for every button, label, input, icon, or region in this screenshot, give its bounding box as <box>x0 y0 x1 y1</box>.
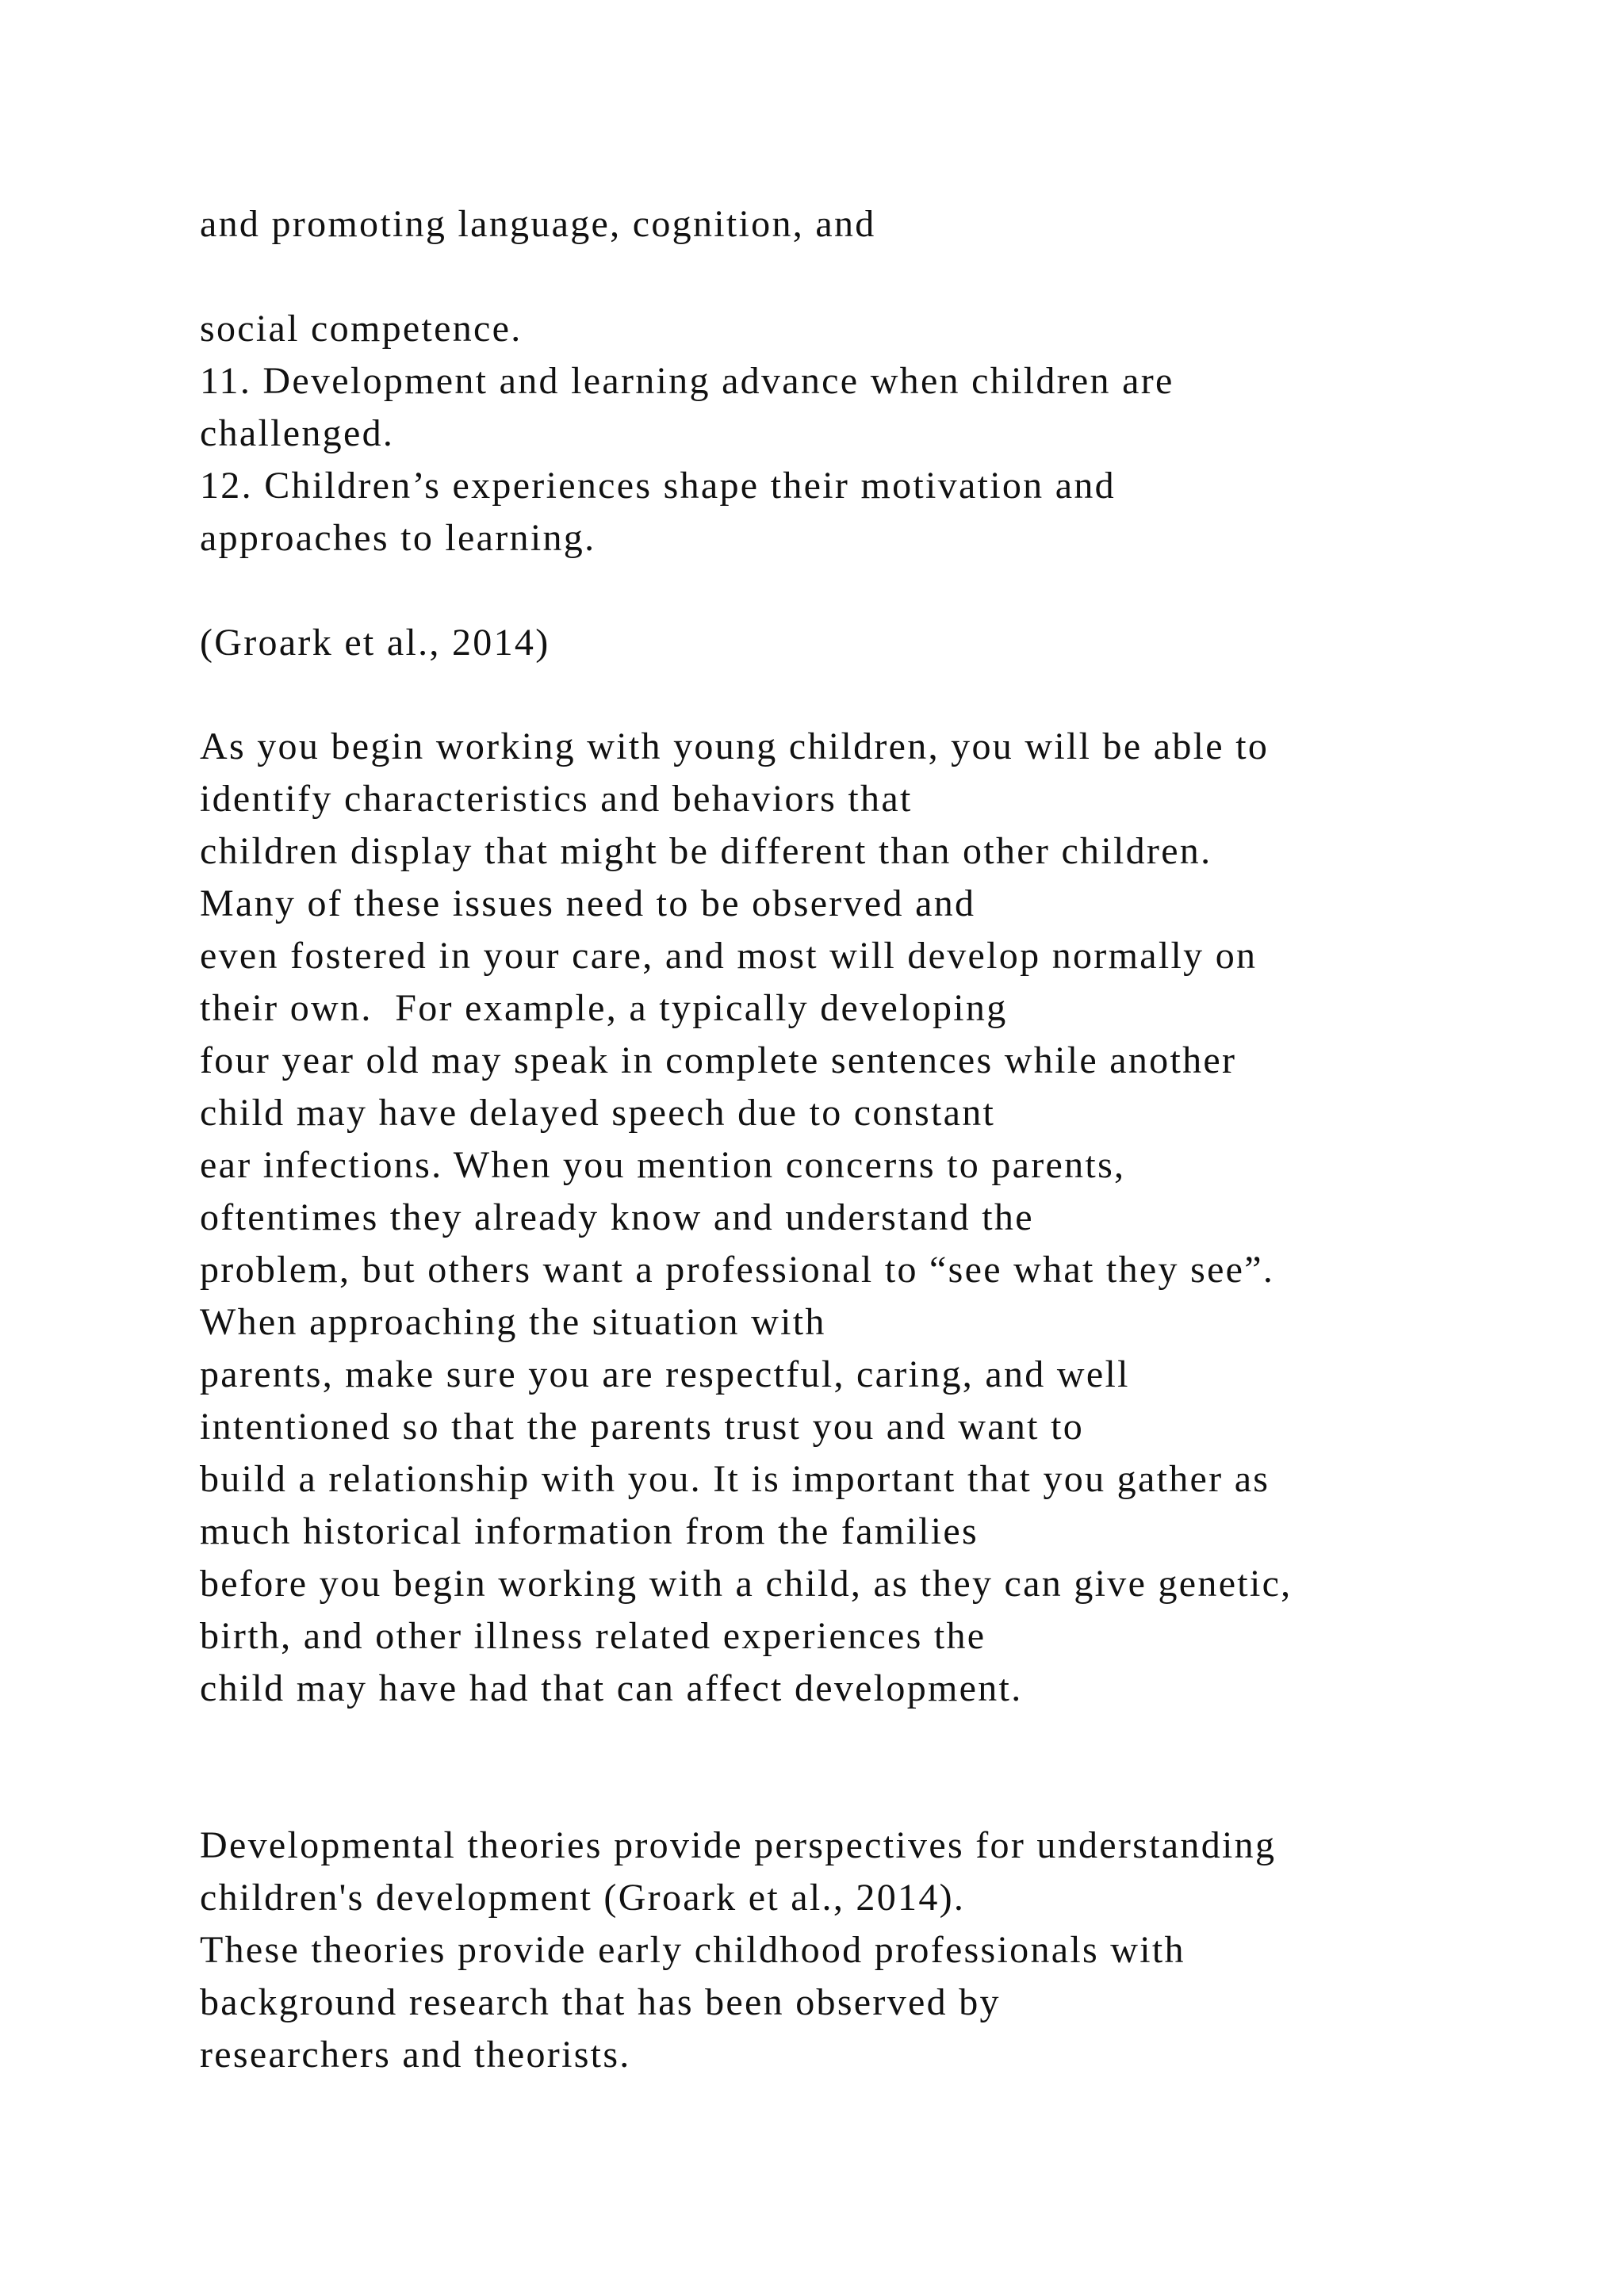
text-line: approaches to learning. <box>200 517 596 559</box>
text-line: child may have had that can affect development. <box>200 1667 1023 1709</box>
text-line: background research that has been observed by <box>200 1981 1001 2023</box>
text-line: children's development (Groark et al., 2014). <box>200 1877 966 1919</box>
text-line: 11. Development and learning advance when children are <box>200 360 1174 402</box>
text-line: problem, but others want a professional to “see what they see”. <box>200 1249 1275 1291</box>
text-line: four year old may speak in complete sentences while another <box>200 1039 1237 1081</box>
text-line: parents, make sure you are respectful, caring, and well <box>200 1353 1130 1395</box>
text-line: Many of these issues need to be observed and <box>200 882 976 924</box>
text-line: 12. Children’s experiences shape their motivation and <box>200 465 1116 507</box>
text-line: their own. For example, a typically developing <box>200 987 1008 1029</box>
text-line: oftentimes they already know and understand the <box>200 1196 1034 1238</box>
text-line: social competence. <box>200 308 523 350</box>
text-line: ear infections. When you mention concerns to parents, <box>200 1144 1126 1186</box>
text-line: child may have delayed speech due to constant <box>200 1092 996 1134</box>
text-line: and promoting language, cognition, and <box>200 203 876 245</box>
text-line: identify characteristics and behaviors that <box>200 778 913 820</box>
text-line: researchers and theorists. <box>200 2034 631 2076</box>
citation: (Groark et al., 2014) <box>200 622 550 664</box>
text-line: before you begin working with a child, as they can give genetic, <box>200 1563 1293 1605</box>
text-line: much historical information from the families <box>200 1510 979 1552</box>
text-line: challenged. <box>200 412 395 454</box>
text-line: even fostered in your care, and most will develop normally on <box>200 935 1258 977</box>
text-line: build a relationship with you. It is important that you gather as <box>200 1458 1270 1500</box>
text-line: children display that might be different than other children. <box>200 830 1212 872</box>
text-line: Developmental theories provide perspectives for understanding <box>200 1824 1277 1866</box>
text-line: These theories provide early childhood professionals with <box>200 1929 1185 1971</box>
text-line: When approaching the situation with <box>200 1301 826 1343</box>
text-line: intentioned so that the parents trust you and want to <box>200 1406 1085 1448</box>
text-line: birth, and other illness related experiences the <box>200 1615 986 1657</box>
text-line: As you begin working with young children, you will be able to <box>200 725 1270 767</box>
